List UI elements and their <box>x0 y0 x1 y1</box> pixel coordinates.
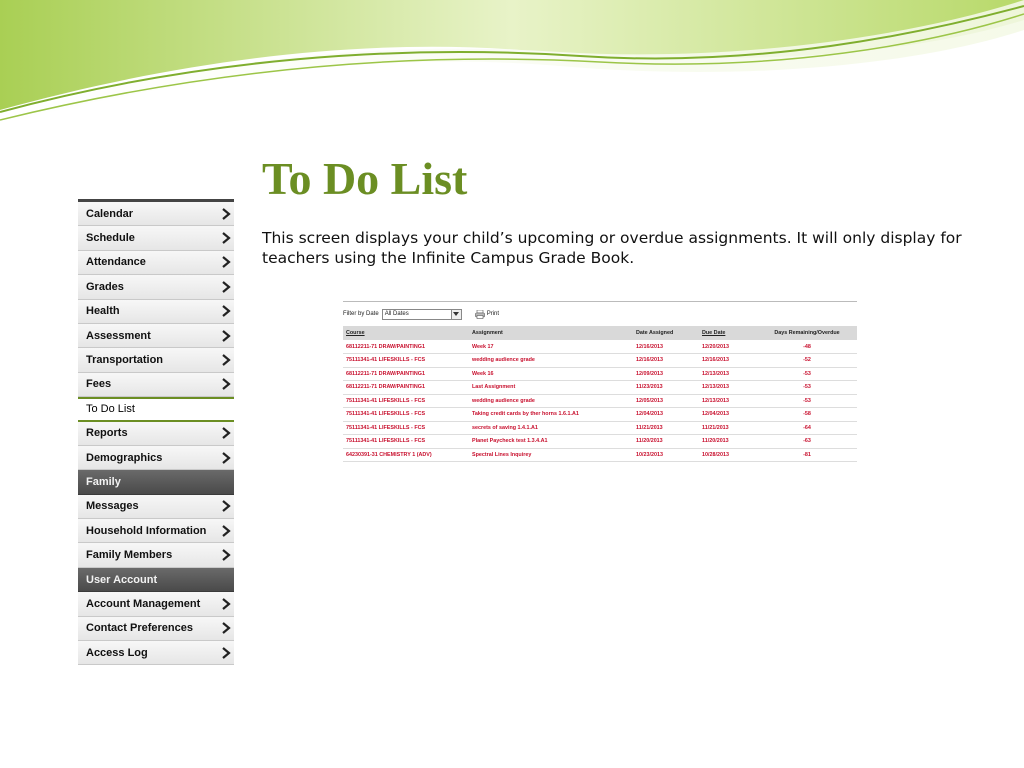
table-header-row <box>343 326 857 340</box>
days-overdue-cell: -53 <box>803 397 811 404</box>
sidebar-item-contact-preferences[interactable] <box>78 617 234 641</box>
date-filter-select[interactable] <box>382 309 462 320</box>
due-date-cell: 10/28/2013 <box>702 451 729 458</box>
date-assigned-cell: 11/21/2013 <box>636 424 663 431</box>
table-row[interactable] <box>343 421 857 435</box>
sidebar-item-label: Contact Preferences <box>86 622 193 635</box>
assignment-cell: Week 16 <box>472 370 494 377</box>
date-assigned-cell: 11/23/2013 <box>636 384 663 391</box>
sidebar-item-label: Account Management <box>86 597 201 610</box>
chevron-right-icon <box>220 499 232 513</box>
filter-label: Filter by Date <box>343 311 379 317</box>
chevron-right-icon <box>220 646 232 660</box>
course-cell: 75111341-41 LIFESKILLS - FCS <box>346 424 426 431</box>
column-header-due-date[interactable]: Due Date <box>702 330 726 336</box>
chevron-right-icon <box>220 524 232 538</box>
column-header-assignment: Assignment <box>472 330 503 336</box>
sidebar-item-label: Calendar <box>86 207 134 220</box>
date-assigned-cell: 11/20/2013 <box>636 438 663 445</box>
table-row[interactable] <box>343 435 857 449</box>
due-date-cell: 12/13/2013 <box>702 384 729 391</box>
due-date-cell: 12/13/2013 <box>702 397 729 404</box>
chevron-right-icon <box>220 597 232 611</box>
sidebar-item-label: To Do List <box>86 403 135 416</box>
sidebar-item-label: Family <box>86 475 121 488</box>
sidebar-item-label: Health <box>86 305 120 318</box>
chevron-right-icon <box>220 451 232 465</box>
sidebar-item-label: Reports <box>86 427 128 440</box>
sidebar-item-label: Schedule <box>86 232 135 245</box>
filter-row <box>343 302 857 326</box>
page-title: To Do List <box>262 153 468 204</box>
assignment-cell: Planet Paycheck test 1.3.4.A1 <box>472 438 548 445</box>
chevron-right-icon <box>220 548 232 562</box>
sidebar-item-calendar[interactable] <box>78 202 234 226</box>
sidebar-item-messages[interactable] <box>78 495 234 519</box>
chevron-right-icon <box>220 255 232 269</box>
due-date-cell: 12/13/2013 <box>702 370 729 377</box>
chevron-right-icon <box>220 426 232 440</box>
days-overdue-cell: -53 <box>803 384 811 391</box>
printer-icon <box>475 310 485 319</box>
course-cell: 75111341-41 LIFESKILLS - FCS <box>346 397 426 404</box>
assignment-cell: Week 17 <box>472 343 494 350</box>
due-date-cell: 11/21/2013 <box>702 424 729 431</box>
sidebar-item-label: Assessment <box>86 329 151 342</box>
sidebar-item-reports[interactable] <box>78 422 234 446</box>
column-header-course[interactable]: Course <box>346 330 365 336</box>
date-assigned-cell: 12/05/2013 <box>636 397 663 404</box>
chevron-right-icon <box>220 280 232 294</box>
sidebar-item-fees[interactable] <box>78 373 234 397</box>
sidebar-item-label: Household Information <box>86 524 207 537</box>
date-assigned-cell: 12/09/2013 <box>636 370 663 377</box>
sidebar-section-family <box>78 470 234 494</box>
chevron-right-icon <box>220 377 232 391</box>
days-overdue-cell: -63 <box>803 438 811 445</box>
chevron-right-icon <box>220 329 232 343</box>
days-overdue-cell: -53 <box>803 370 811 377</box>
due-date-cell: 12/16/2013 <box>702 357 729 364</box>
days-overdue-cell: -81 <box>803 451 811 458</box>
date-filter-value: All Dates <box>384 311 409 317</box>
todo-table <box>343 326 857 462</box>
table-row[interactable] <box>343 394 857 408</box>
table-row[interactable] <box>343 340 857 354</box>
chevron-down-icon <box>451 310 461 319</box>
todo-list-panel <box>343 301 857 462</box>
course-cell: 68112211-71 DRAW/PAINTING1 <box>346 343 425 350</box>
days-overdue-cell: -48 <box>803 343 811 350</box>
sidebar-item-transportation[interactable] <box>78 348 234 372</box>
chevron-right-icon <box>220 353 232 367</box>
sidebar-item-family-members[interactable] <box>78 543 234 567</box>
course-cell: 64230391-31 CHEMISTRY 1 (ADV) <box>346 451 432 458</box>
table-row[interactable] <box>343 381 857 395</box>
due-date-cell: 11/20/2013 <box>702 438 729 445</box>
course-cell: 75111341-41 LIFESKILLS - FCS <box>346 411 426 418</box>
sidebar-item-household-information[interactable] <box>78 519 234 543</box>
assignment-cell: Last Assignment <box>472 384 516 391</box>
date-assigned-cell: 12/16/2013 <box>636 357 663 364</box>
print-button[interactable] <box>475 310 499 319</box>
sidebar-item-label: Grades <box>86 280 124 293</box>
assignment-cell: Spectral Lines Inquirey <box>472 451 532 458</box>
column-header-days-remaining-overdue: Days Remaining/Overdue <box>774 330 840 336</box>
sidebar-item-to-do-list[interactable] <box>78 397 234 421</box>
print-label: Print <box>486 311 500 317</box>
table-body <box>343 340 857 462</box>
sidebar-item-label: Demographics <box>86 451 163 464</box>
sidebar-item-label: Messages <box>86 500 139 513</box>
table-row[interactable] <box>343 448 857 462</box>
sidebar-section-user-account <box>78 568 234 592</box>
sidebar-item-label: Attendance <box>86 256 146 269</box>
column-header-date-assigned: Date Assigned <box>636 330 674 336</box>
due-date-cell: 12/04/2013 <box>702 411 729 418</box>
table-row[interactable] <box>343 354 857 368</box>
sidebar-item-label: Fees <box>86 378 112 391</box>
table-row[interactable] <box>343 367 857 381</box>
chevron-right-icon <box>220 231 232 245</box>
sidebar-item-health[interactable] <box>78 300 234 324</box>
course-cell: 75111341-41 LIFESKILLS - FCS <box>346 438 426 445</box>
chevron-right-icon <box>220 304 232 318</box>
table-row[interactable] <box>343 408 857 422</box>
assignment-cell: wedding audience grade <box>472 397 535 404</box>
course-cell: 68112211-71 DRAW/PAINTING1 <box>346 384 425 391</box>
page-description: This screen displays your child’s upcoming or overdue assignments. It will only display for teachers using the Infinite Campus Grade Book. <box>262 229 962 267</box>
header-wave-decoration <box>0 0 1024 130</box>
assignment-cell: Taking credit cards by ther horns 1.6.1.A1 <box>472 411 579 418</box>
sidebar-item-label: Access Log <box>86 646 148 659</box>
due-date-cell: 12/20/2013 <box>702 343 729 350</box>
days-overdue-cell: -58 <box>803 411 811 418</box>
sidebar-item-label: Transportation <box>86 354 164 367</box>
sidebar-item-access-log[interactable] <box>78 641 234 665</box>
assignment-cell: secrets of saving 1.4.1.A1 <box>472 424 538 431</box>
course-cell: 68112211-71 DRAW/PAINTING1 <box>346 370 425 377</box>
sidebar-item-assessment[interactable] <box>78 324 234 348</box>
days-overdue-cell: -52 <box>803 357 811 364</box>
date-assigned-cell: 12/16/2013 <box>636 343 663 350</box>
date-assigned-cell: 12/04/2013 <box>636 411 663 418</box>
chevron-right-icon <box>220 621 232 635</box>
sidebar-item-schedule[interactable] <box>78 226 234 250</box>
sidebar-item-grades[interactable] <box>78 275 234 299</box>
days-overdue-cell: -64 <box>803 424 811 431</box>
sidebar-item-attendance[interactable] <box>78 251 234 275</box>
assignment-cell: wedding audience grade <box>472 357 535 364</box>
sidebar-item-demographics[interactable] <box>78 446 234 470</box>
sidebar-item-account-management[interactable] <box>78 592 234 616</box>
chevron-right-icon <box>220 207 232 221</box>
sidebar-item-label: User Account <box>86 573 158 586</box>
date-assigned-cell: 10/23/2013 <box>636 451 663 458</box>
course-cell: 75111341-41 LIFESKILLS - FCS <box>346 357 426 364</box>
sidebar-item-label: Family Members <box>86 549 173 562</box>
sidebar-menu <box>78 199 234 665</box>
